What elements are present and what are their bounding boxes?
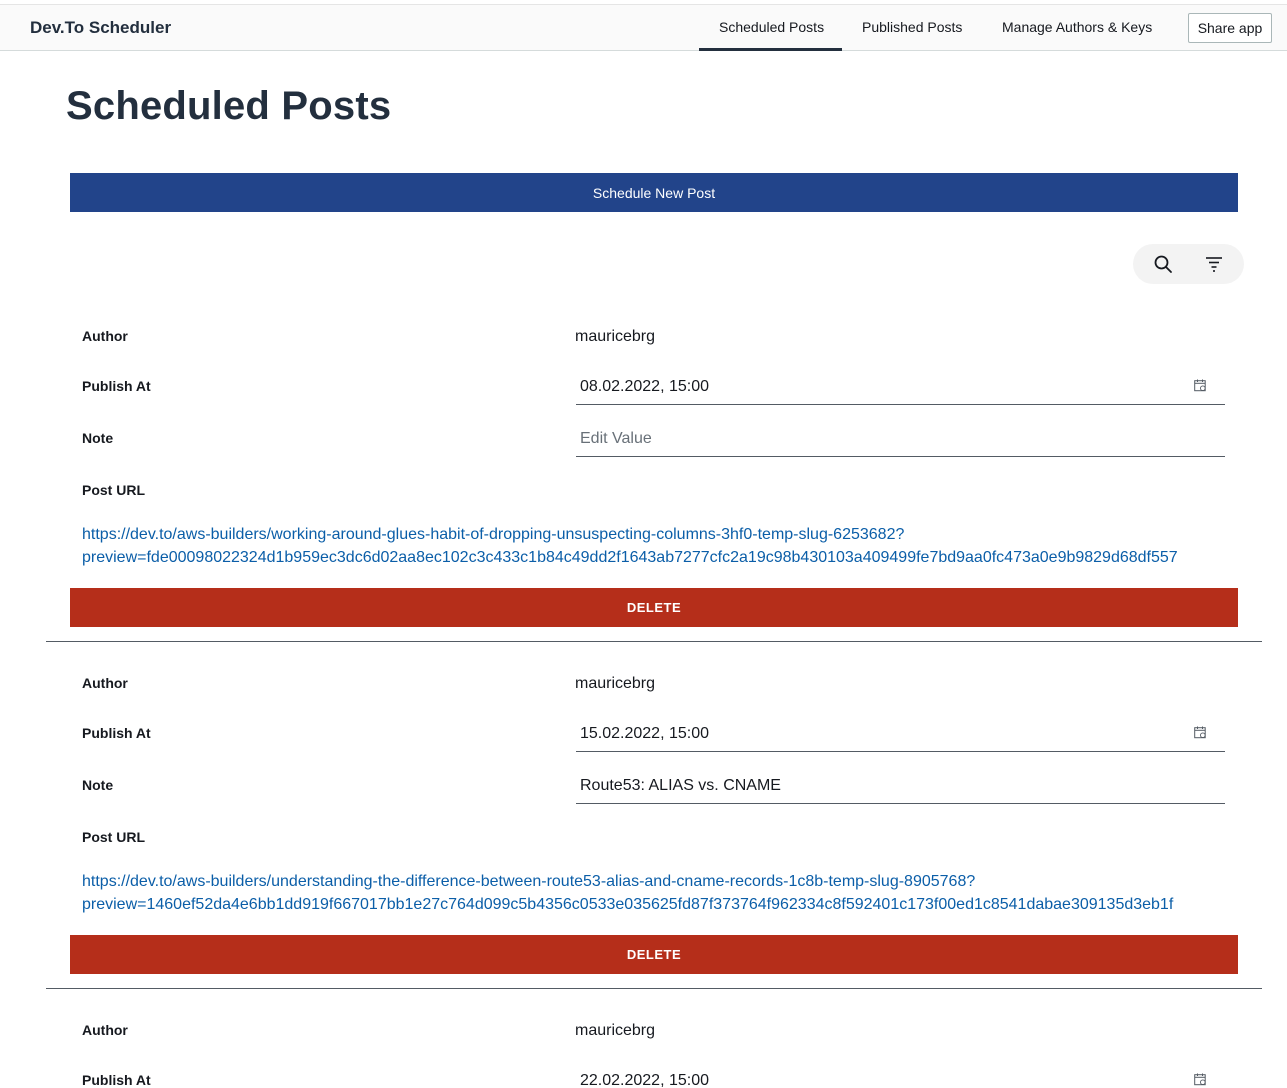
page-title: Scheduled Posts	[66, 84, 392, 128]
tab-scheduled-posts[interactable]: Scheduled Posts	[719, 19, 825, 35]
delete-button[interactable]: DELETE	[70, 588, 1238, 627]
author-value: mauricebrg	[575, 675, 656, 692]
schedule-new-post-button[interactable]: Schedule New Post	[70, 173, 1238, 212]
post-url-line-1: https://dev.to/aws-builders/working-around-glues-habit-of-dropping-unsuspecting-columns-3hf0-temp-slug-6253682?	[82, 526, 905, 543]
author-value: mauricebrg	[575, 328, 656, 345]
calendar-icon[interactable]	[1194, 379, 1207, 392]
author-value: mauricebrg	[575, 1022, 656, 1039]
share-app-button[interactable]: Share app	[1188, 13, 1272, 43]
post-url-label: Post URL	[82, 829, 145, 845]
note-field[interactable]	[576, 419, 1225, 457]
calendar-icon[interactable]	[1194, 1073, 1207, 1086]
list-toolbar	[1133, 244, 1244, 284]
publish-at-label: Publish At	[82, 1072, 151, 1088]
post-url-link[interactable]	[82, 870, 1173, 916]
publish-at-value: 22.02.2022, 15:00	[580, 1072, 710, 1088]
calendar-icon[interactable]	[1194, 726, 1207, 739]
post-card	[46, 641, 1262, 988]
publish-at-value: 08.02.2022, 15:00	[580, 378, 710, 395]
search-icon[interactable]	[1153, 254, 1173, 274]
publish-at-field[interactable]	[576, 714, 1225, 752]
note-field[interactable]	[576, 766, 1225, 804]
post-url-label: Post URL	[82, 482, 145, 498]
note-value: Route53: ALIAS vs. CNAME	[580, 777, 781, 794]
post-url-line-2: preview=fde00098022324d1b959ec3dc6d02aa8ec102c3c433c1b84c49dd2f1643ab7277cfc2a19c98b430103a409499fe7bd9aa0fc473a0e9b9829d68df557	[82, 549, 1178, 566]
post-divider	[46, 988, 1262, 989]
post-card	[46, 294, 1262, 641]
tab-published-posts[interactable]: Published Posts	[862, 19, 963, 35]
publish-at-field[interactable]	[576, 1061, 1225, 1088]
tab-manage-authors-keys[interactable]: Manage Authors & Keys	[1002, 19, 1153, 35]
note-placeholder: Edit Value	[580, 430, 652, 447]
post-card	[46, 988, 1262, 1088]
app-title[interactable]: Dev.To Scheduler	[30, 18, 172, 37]
note-label: Note	[82, 777, 114, 793]
post-divider	[46, 641, 1262, 642]
delete-button[interactable]: DELETE	[70, 935, 1238, 974]
top-navigation	[0, 4, 1287, 51]
publish-at-label: Publish At	[82, 725, 151, 741]
author-label: Author	[82, 328, 128, 344]
post-url-line-2: preview=1460ef52da4e6bb1dd919f667017bb1e27c764d099c5b4356c0533e035625fd87f373764f962334c8f592401c173f00ed1c8541dabae309135d3eb1f	[82, 896, 1174, 913]
publish-at-label: Publish At	[82, 378, 151, 394]
post-url-line-1: https://dev.to/aws-builders/understanding-the-difference-between-route53-alias-and-cname-records-1c8b-temp-slug-8905768?	[82, 873, 976, 890]
note-label: Note	[82, 430, 114, 446]
author-label: Author	[82, 675, 128, 691]
publish-at-value: 15.02.2022, 15:00	[580, 725, 710, 742]
active-tab-indicator	[699, 48, 842, 51]
post-url-link[interactable]	[82, 523, 1178, 569]
publish-at-field[interactable]	[576, 367, 1225, 405]
author-label: Author	[82, 1022, 128, 1038]
filter-icon[interactable]	[1204, 254, 1224, 274]
